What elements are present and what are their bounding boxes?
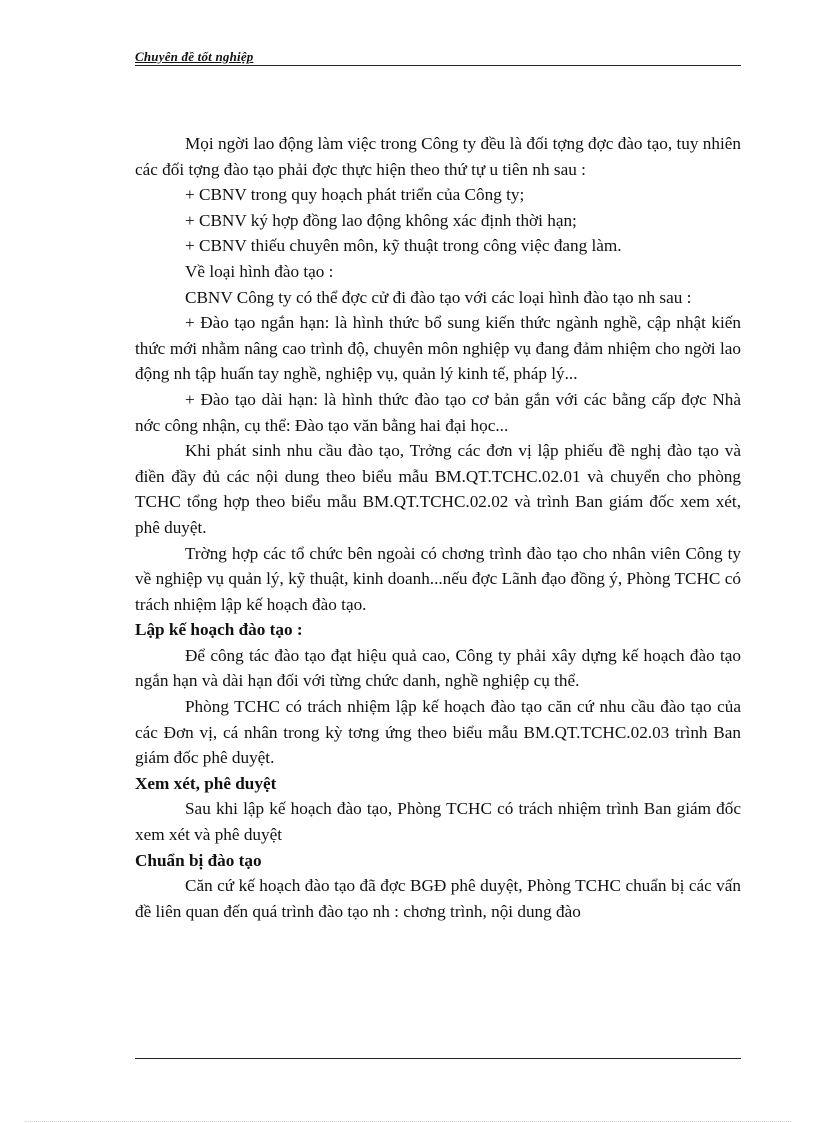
paragraph-request-process: Khi phát sinh nhu cầu đào tạo, Trởng các đơn vị lập phiếu đề nghị đào tạo và điền đầy đủ các nội dung theo biểu mẫu BM.QT.TCHC.02.01 và chuyển cho phòng TCHC tổng hợp theo biểu mẫu BM.QT.TCHC.02.02 và trình Ban giám đốc xem xét, phê duyệt.	[135, 441, 741, 537]
footer-divider	[135, 1058, 741, 1059]
section-heading-review: Xem xét, phê duyệt	[135, 773, 277, 793]
paragraph-planning-goal: Để công tác đào tạo đạt hiệu quả cao, Công ty phải xây dựng kế hoạch đào tạo ngắn hạn và dài hạn đối với từng chức danh, nghề nghiệp cụ thể.	[135, 645, 741, 691]
section-heading-preparation: Chuẩn bị đào tạo	[135, 850, 262, 870]
header-title: Chuyên đề tốt nghiệp	[135, 49, 254, 64]
list-item-expertise: + CBNV thiếu chuyên môn, kỹ thuật trong công việc đang làm.	[185, 236, 622, 256]
section-heading-planning: Lập kế hoạch đào tạo :	[135, 620, 303, 640]
page-bottom-edge	[25, 1121, 791, 1122]
document-body	[135, 131, 741, 924]
paragraph-external-training: Trờng hợp các tổ chức bên ngoài có chơng trình đào tạo cho nhân viên Công ty về nghiệp vụ quản lý, kỹ thuật, kinh doanh...nếu đợc Lãnh đạo đồng ý, Phòng TCHC có trách nhiệm lập kế hoạch đào tạo.	[135, 543, 741, 614]
paragraph-preparation: Căn cứ kế hoạch đào tạo đã đợc BGĐ phê duyệt, Phòng TCHC chuẩn bị các vấn đề liên quan đến quá trình đào tạo nh : chơng trình, nội dung đào	[135, 876, 741, 921]
paragraph-planning-responsibility: Phòng TCHC có trách nhiệm lập kế hoạch đào tạo căn cứ nhu cầu đào tạo của các Đơn vị, cá nhân trong kỳ tơng ứng theo biểu mẫu BM.QT.TCHC.02.03 trình Ban giám đốc phê duyệt.	[135, 697, 741, 768]
paragraph-review: Sau khi lập kế hoạch đào tạo, Phòng TCHC có trách nhiệm trình Ban giám đốc xem xét và phê duyệt	[135, 799, 741, 845]
list-item-contract: + CBNV ký hợp đồng lao động không xác định thời hạn;	[185, 210, 577, 230]
list-item-long-term: + Đào tạo dài hạn: là hình thức đào tạo cơ bản gắn với các bằng cấp đợc Nhà nớc công nhận, cụ thể: Đào tạo văn bằng hai đại học...	[135, 389, 741, 435]
paragraph-training-types-title: Về loại hình đào tạo :	[185, 261, 334, 281]
paragraph-training-types: CBNV Công ty có thể đợc cử đi đào tạo với các loại hình đào tạo nh sau :	[185, 287, 692, 307]
list-item-planning: + CBNV trong quy hoạch phát triển của Công ty;	[185, 185, 525, 205]
paragraph-trainees: Mọi ngời lao động làm việc trong Công ty đều là đối tợng đợc đào tạo, tuy nhiên các đối tợng đào tạo phải đợc thực hiện theo thứ tự u tiên nh sau :	[135, 134, 741, 179]
page-header	[135, 48, 741, 66]
list-item-short-term: + Đào tạo ngắn hạn: là hình thức bổ sung kiến thức ngành nghề, cập nhật kiến thức mới nhằm nâng cao trình độ, chuyên môn nghiệp vụ đang đảm nhiệm cho ngời lao động nh tập huấn tay nghề, nghiệp vụ, quản lý kinh tế, pháp lý...	[135, 313, 741, 384]
